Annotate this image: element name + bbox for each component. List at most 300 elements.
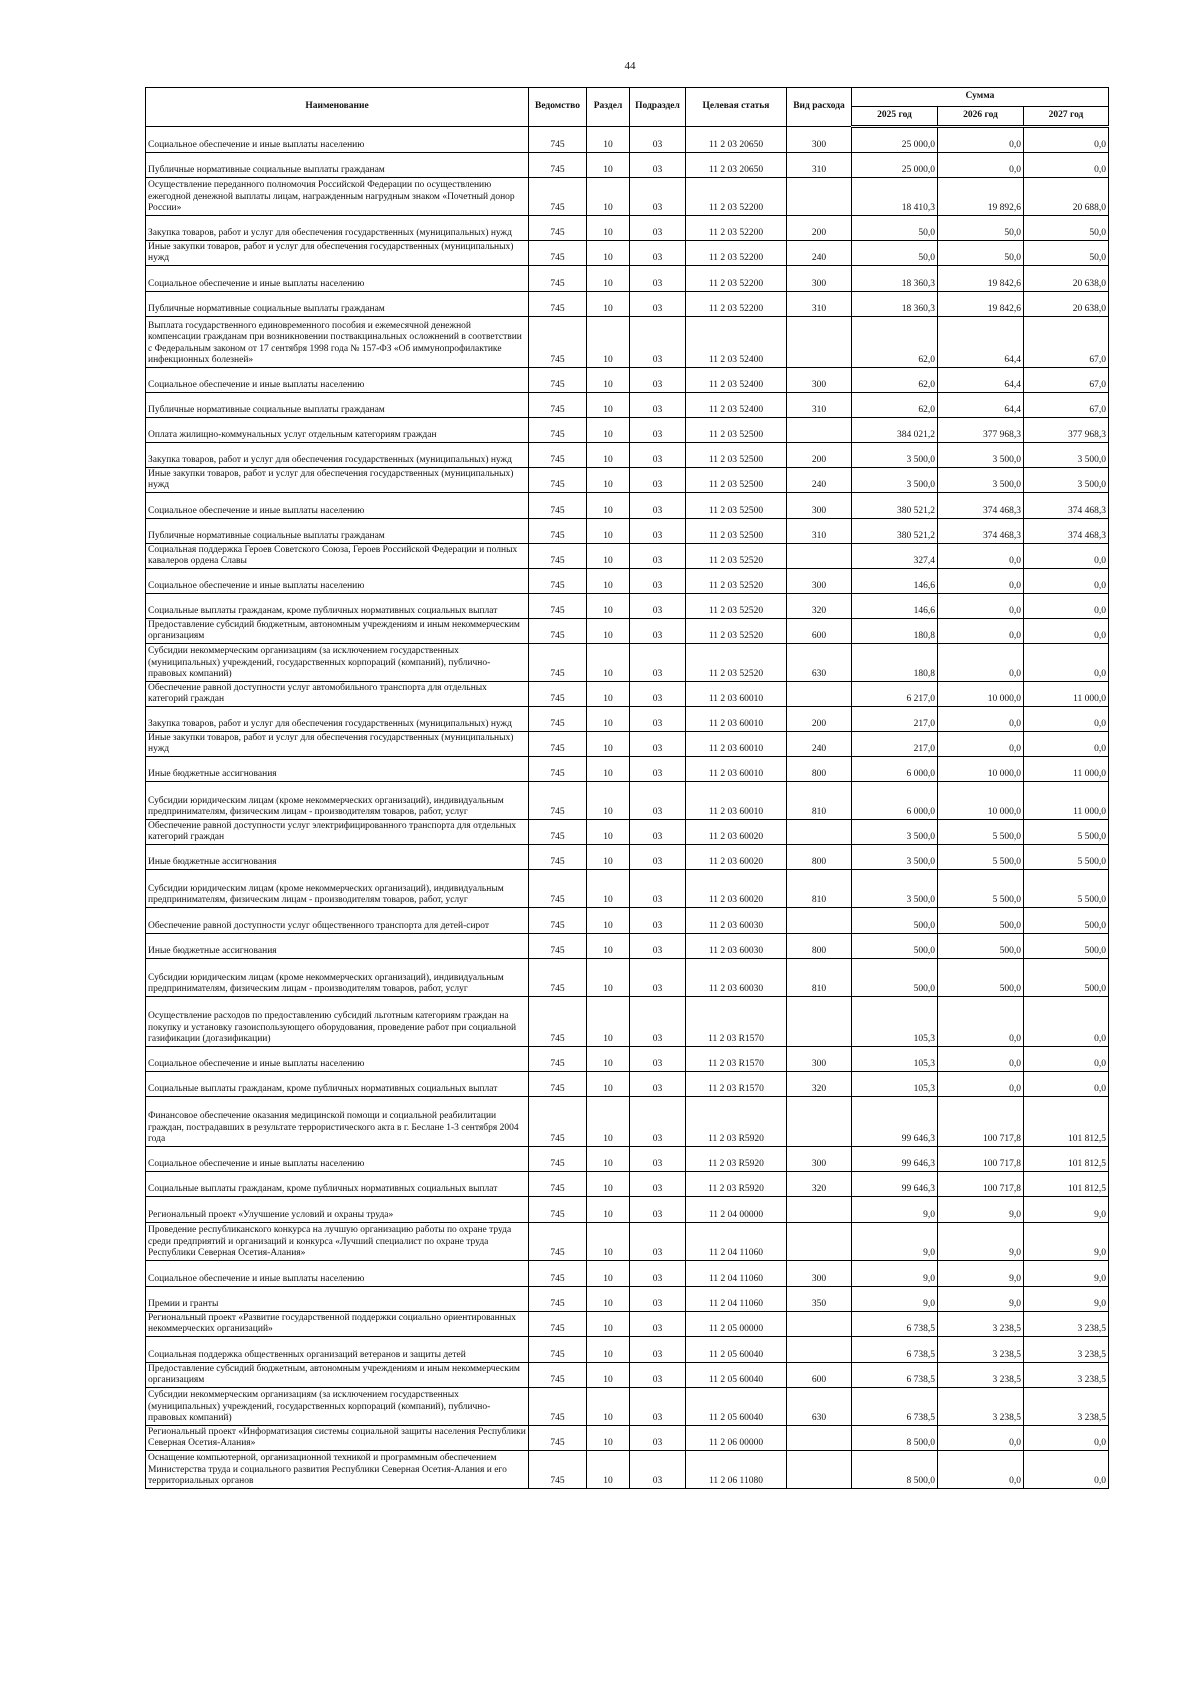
row-name: Социальное обеспечение и иные выплаты населению bbox=[146, 1047, 529, 1072]
row-subsection: 03 bbox=[630, 544, 686, 569]
row-target: 11 2 03 60010 bbox=[686, 682, 787, 707]
table-row bbox=[146, 544, 1109, 569]
row-value-2025: 8 500,0 bbox=[852, 1426, 938, 1451]
row-exp-type: 320 bbox=[787, 1072, 852, 1097]
row-section: 10 bbox=[587, 1426, 630, 1451]
row-value-2026: 5 500,0 bbox=[938, 845, 1024, 870]
row-subsection: 03 bbox=[630, 368, 686, 393]
row-section: 10 bbox=[587, 934, 630, 959]
row-section: 10 bbox=[587, 216, 630, 241]
row-section: 10 bbox=[587, 1072, 630, 1097]
table-row bbox=[146, 216, 1109, 241]
row-value-2026: 3 238,5 bbox=[938, 1388, 1024, 1426]
row-name: Субсидии юридическим лицам (кроме некоммерческих организаций), индивидуальным предпринимателям, физическим лицам - производителям товаров, работ, услуг bbox=[146, 782, 529, 820]
row-section: 10 bbox=[587, 1312, 630, 1337]
row-value-2027: 67,0 bbox=[1024, 317, 1109, 368]
col-header-2027: 2027 год bbox=[1024, 107, 1109, 127]
row-value-2027: 377 968,3 bbox=[1024, 418, 1109, 443]
row-subsection: 03 bbox=[630, 216, 686, 241]
col-header-dept: Ведомство bbox=[529, 88, 587, 127]
row-exp-type: 300 bbox=[787, 266, 852, 292]
row-value-2026: 0,0 bbox=[938, 732, 1024, 757]
row-exp-type: 630 bbox=[787, 644, 852, 682]
row-value-2027: 11 000,0 bbox=[1024, 782, 1109, 820]
row-subsection: 03 bbox=[630, 178, 686, 216]
row-exp-type: 310 bbox=[787, 153, 852, 178]
row-name: Осуществление переданного полномочия Российской Федерации по осуществлению ежегодной денежной выплаты лицам, награжденным нагрудным знаком «Почетный донор России» bbox=[146, 178, 529, 216]
row-value-2026: 500,0 bbox=[938, 959, 1024, 997]
row-target: 11 2 06 00000 bbox=[686, 1426, 787, 1451]
row-dept: 745 bbox=[529, 519, 587, 544]
row-dept: 745 bbox=[529, 997, 587, 1047]
row-target: 11 2 04 11060 bbox=[686, 1287, 787, 1312]
row-name: Региональный проект «Развитие государственной поддержки социально ориентированных некоммерческих организаций» bbox=[146, 1312, 529, 1337]
row-value-2026: 0,0 bbox=[938, 707, 1024, 732]
row-value-2025: 25 000,0 bbox=[852, 153, 938, 178]
row-section: 10 bbox=[587, 1388, 630, 1426]
row-target: 11 2 03 60030 bbox=[686, 934, 787, 959]
row-value-2026: 500,0 bbox=[938, 908, 1024, 934]
row-value-2026: 0,0 bbox=[938, 619, 1024, 644]
row-subsection: 03 bbox=[630, 493, 686, 519]
row-exp-type bbox=[787, 1337, 852, 1363]
row-section: 10 bbox=[587, 178, 630, 216]
row-subsection: 03 bbox=[630, 682, 686, 707]
row-name: Осуществление расходов по предоставлению субсидий льготным категориям граждан на покупку и установку газоиспользующего оборудования, проведение работ при социальной газификации (догазификации) bbox=[146, 997, 529, 1047]
table-row bbox=[146, 153, 1109, 178]
row-exp-type: 630 bbox=[787, 1388, 852, 1426]
row-exp-type: 240 bbox=[787, 468, 852, 493]
row-target: 11 2 03 52500 bbox=[686, 468, 787, 493]
row-value-2027: 9,0 bbox=[1024, 1261, 1109, 1287]
row-name: Публичные нормативные социальные выплаты гражданам bbox=[146, 153, 529, 178]
row-dept: 745 bbox=[529, 292, 587, 317]
row-target: 11 2 03 52200 bbox=[686, 266, 787, 292]
row-exp-type: 200 bbox=[787, 216, 852, 241]
row-section: 10 bbox=[587, 127, 630, 153]
row-value-2027: 11 000,0 bbox=[1024, 682, 1109, 707]
row-value-2025: 99 646,3 bbox=[852, 1097, 938, 1147]
table-row bbox=[146, 845, 1109, 870]
row-value-2025: 500,0 bbox=[852, 908, 938, 934]
row-value-2027: 101 812,5 bbox=[1024, 1172, 1109, 1197]
table-row bbox=[146, 1287, 1109, 1312]
row-value-2025: 9,0 bbox=[852, 1197, 938, 1223]
row-section: 10 bbox=[587, 368, 630, 393]
row-value-2027: 0,0 bbox=[1024, 1426, 1109, 1451]
row-value-2025: 50,0 bbox=[852, 241, 938, 266]
row-exp-type: 300 bbox=[787, 569, 852, 594]
row-value-2026: 3 238,5 bbox=[938, 1363, 1024, 1388]
row-name: Финансовое обеспечение оказания медицинской помощи и социальной реабилитации граждан, пострадавших в результате террористического акта в г. Беслане 1-3 сентября 2004 года bbox=[146, 1097, 529, 1147]
row-name: Субсидии юридическим лицам (кроме некоммерческих организаций), индивидуальным предпринимателям, физическим лицам - производителям товаров, работ, услуг bbox=[146, 870, 529, 908]
row-name: Предоставление субсидий бюджетным, автономным учреждениям и иным некоммерческим организациям bbox=[146, 619, 529, 644]
row-exp-type bbox=[787, 1451, 852, 1489]
row-dept: 745 bbox=[529, 1312, 587, 1337]
col-header-subsection: Подраздел bbox=[630, 88, 686, 127]
row-target: 11 2 03 60030 bbox=[686, 959, 787, 997]
row-dept: 745 bbox=[529, 493, 587, 519]
row-section: 10 bbox=[587, 845, 630, 870]
row-subsection: 03 bbox=[630, 1388, 686, 1426]
row-dept: 745 bbox=[529, 317, 587, 368]
row-section: 10 bbox=[587, 1172, 630, 1197]
row-value-2027: 500,0 bbox=[1024, 959, 1109, 997]
row-target: 11 2 03 52400 bbox=[686, 368, 787, 393]
table-row bbox=[146, 1197, 1109, 1223]
row-name: Социальные выплаты гражданам, кроме публичных нормативных социальных выплат bbox=[146, 1172, 529, 1197]
row-subsection: 03 bbox=[630, 443, 686, 468]
row-value-2026: 3 500,0 bbox=[938, 468, 1024, 493]
row-exp-type: 310 bbox=[787, 393, 852, 418]
row-name: Социальная поддержка Героев Советского Союза, Героев Российской Федерации и полных кавалеров ордена Славы bbox=[146, 544, 529, 569]
table-row bbox=[146, 178, 1109, 216]
table-row bbox=[146, 368, 1109, 393]
table-row bbox=[146, 1451, 1109, 1489]
row-exp-type: 600 bbox=[787, 619, 852, 644]
row-name: Социальная поддержка общественных организаций ветеранов и защиты детей bbox=[146, 1337, 529, 1363]
row-value-2026: 0,0 bbox=[938, 544, 1024, 569]
row-section: 10 bbox=[587, 1261, 630, 1287]
table-row bbox=[146, 292, 1109, 317]
row-target: 11 2 03 60020 bbox=[686, 820, 787, 845]
table-row bbox=[146, 468, 1109, 493]
row-section: 10 bbox=[587, 493, 630, 519]
row-value-2025: 50,0 bbox=[852, 216, 938, 241]
row-dept: 745 bbox=[529, 782, 587, 820]
row-name: Обеспечение равной доступности услуг автомобильного транспорта для отдельных категорий граждан bbox=[146, 682, 529, 707]
table-row bbox=[146, 594, 1109, 619]
row-value-2027: 67,0 bbox=[1024, 393, 1109, 418]
row-subsection: 03 bbox=[630, 1097, 686, 1147]
row-value-2027: 101 812,5 bbox=[1024, 1097, 1109, 1147]
row-subsection: 03 bbox=[630, 292, 686, 317]
row-target: 11 2 03 60020 bbox=[686, 870, 787, 908]
row-dept: 745 bbox=[529, 707, 587, 732]
row-value-2026: 19 842,6 bbox=[938, 292, 1024, 317]
row-name: Социальное обеспечение и иные выплаты населению bbox=[146, 493, 529, 519]
row-value-2027: 0,0 bbox=[1024, 569, 1109, 594]
row-section: 10 bbox=[587, 1337, 630, 1363]
row-section: 10 bbox=[587, 707, 630, 732]
row-value-2027: 20 638,0 bbox=[1024, 266, 1109, 292]
row-name: Социальное обеспечение и иные выплаты населению bbox=[146, 569, 529, 594]
row-value-2025: 217,0 bbox=[852, 707, 938, 732]
row-section: 10 bbox=[587, 569, 630, 594]
row-name: Закупка товаров, работ и услуг для обеспечения государственных (муниципальных) нужд bbox=[146, 216, 529, 241]
row-value-2025: 9,0 bbox=[852, 1261, 938, 1287]
row-dept: 745 bbox=[529, 368, 587, 393]
row-subsection: 03 bbox=[630, 782, 686, 820]
row-section: 10 bbox=[587, 1223, 630, 1261]
row-exp-type: 320 bbox=[787, 594, 852, 619]
row-subsection: 03 bbox=[630, 870, 686, 908]
row-value-2027: 0,0 bbox=[1024, 1047, 1109, 1072]
row-value-2026: 10 000,0 bbox=[938, 682, 1024, 707]
row-subsection: 03 bbox=[630, 569, 686, 594]
col-header-section: Раздел bbox=[587, 88, 630, 127]
row-dept: 745 bbox=[529, 1363, 587, 1388]
row-target: 11 2 03 52520 bbox=[686, 544, 787, 569]
row-target: 11 2 03 52200 bbox=[686, 292, 787, 317]
row-dept: 745 bbox=[529, 820, 587, 845]
row-value-2026: 10 000,0 bbox=[938, 782, 1024, 820]
table-row bbox=[146, 1223, 1109, 1261]
row-value-2026: 374 468,3 bbox=[938, 519, 1024, 544]
table-row bbox=[146, 682, 1109, 707]
row-target: 11 2 03 52520 bbox=[686, 644, 787, 682]
row-value-2025: 99 646,3 bbox=[852, 1172, 938, 1197]
row-exp-type: 300 bbox=[787, 1147, 852, 1172]
table-row bbox=[146, 443, 1109, 468]
row-value-2027: 9,0 bbox=[1024, 1223, 1109, 1261]
row-value-2025: 62,0 bbox=[852, 317, 938, 368]
row-value-2027: 67,0 bbox=[1024, 368, 1109, 393]
row-exp-type: 810 bbox=[787, 782, 852, 820]
row-name: Социальные выплаты гражданам, кроме публичных нормативных социальных выплат bbox=[146, 1072, 529, 1097]
table-row bbox=[146, 493, 1109, 519]
row-exp-type bbox=[787, 820, 852, 845]
row-target: 11 2 03 52400 bbox=[686, 317, 787, 368]
row-value-2025: 6 738,5 bbox=[852, 1337, 938, 1363]
col-header-2026: 2026 год bbox=[938, 107, 1024, 127]
row-name: Иные бюджетные ассигнования bbox=[146, 845, 529, 870]
row-value-2027: 3 500,0 bbox=[1024, 443, 1109, 468]
row-value-2026: 500,0 bbox=[938, 934, 1024, 959]
row-value-2027: 20 688,0 bbox=[1024, 178, 1109, 216]
row-value-2026: 377 968,3 bbox=[938, 418, 1024, 443]
row-dept: 745 bbox=[529, 1223, 587, 1261]
row-exp-type: 300 bbox=[787, 368, 852, 393]
row-value-2026: 9,0 bbox=[938, 1261, 1024, 1287]
table-row bbox=[146, 1047, 1109, 1072]
row-target: 11 2 04 11060 bbox=[686, 1223, 787, 1261]
row-section: 10 bbox=[587, 732, 630, 757]
row-dept: 745 bbox=[529, 1388, 587, 1426]
row-dept: 745 bbox=[529, 544, 587, 569]
row-value-2025: 6 738,5 bbox=[852, 1388, 938, 1426]
row-dept: 745 bbox=[529, 870, 587, 908]
row-name: Субсидии некоммерческим организациям (за исключением государственных (муниципальных) учреждений, государственных корпораций (компаний), публично-правовых компаний) bbox=[146, 644, 529, 682]
row-section: 10 bbox=[587, 153, 630, 178]
table-row bbox=[146, 317, 1109, 368]
row-section: 10 bbox=[587, 682, 630, 707]
row-name: Премии и гранты bbox=[146, 1287, 529, 1312]
row-value-2027: 3 238,5 bbox=[1024, 1337, 1109, 1363]
col-header-exp-type: Вид расхода bbox=[787, 88, 852, 127]
row-subsection: 03 bbox=[630, 1337, 686, 1363]
row-exp-type: 300 bbox=[787, 1047, 852, 1072]
row-dept: 745 bbox=[529, 1426, 587, 1451]
row-section: 10 bbox=[587, 908, 630, 934]
row-name: Социальное обеспечение и иные выплаты населению bbox=[146, 1147, 529, 1172]
table-row bbox=[146, 418, 1109, 443]
row-value-2027: 3 238,5 bbox=[1024, 1363, 1109, 1388]
row-section: 10 bbox=[587, 519, 630, 544]
row-exp-type: 200 bbox=[787, 707, 852, 732]
row-exp-type: 200 bbox=[787, 443, 852, 468]
row-value-2027: 11 000,0 bbox=[1024, 757, 1109, 782]
row-target: 11 2 03 60030 bbox=[686, 908, 787, 934]
row-subsection: 03 bbox=[630, 1451, 686, 1489]
row-subsection: 03 bbox=[630, 393, 686, 418]
row-value-2026: 5 500,0 bbox=[938, 870, 1024, 908]
row-exp-type bbox=[787, 1223, 852, 1261]
row-section: 10 bbox=[587, 1147, 630, 1172]
row-dept: 745 bbox=[529, 216, 587, 241]
table-row bbox=[146, 997, 1109, 1047]
row-subsection: 03 bbox=[630, 594, 686, 619]
table-row bbox=[146, 241, 1109, 266]
row-value-2026: 64,4 bbox=[938, 317, 1024, 368]
row-target: 11 2 03 52500 bbox=[686, 443, 787, 468]
row-subsection: 03 bbox=[630, 908, 686, 934]
row-exp-type: 800 bbox=[787, 934, 852, 959]
row-value-2027: 3 238,5 bbox=[1024, 1312, 1109, 1337]
row-target: 11 2 03 R1570 bbox=[686, 997, 787, 1047]
row-value-2025: 3 500,0 bbox=[852, 443, 938, 468]
row-target: 11 2 03 52200 bbox=[686, 178, 787, 216]
col-header-sum: Сумма bbox=[852, 88, 1109, 107]
row-value-2027: 500,0 bbox=[1024, 908, 1109, 934]
table-row bbox=[146, 959, 1109, 997]
row-name: Закупка товаров, работ и услуг для обеспечения государственных (муниципальных) нужд bbox=[146, 707, 529, 732]
row-dept: 745 bbox=[529, 178, 587, 216]
row-section: 10 bbox=[587, 292, 630, 317]
row-subsection: 03 bbox=[630, 266, 686, 292]
row-exp-type bbox=[787, 1312, 852, 1337]
row-exp-type: 320 bbox=[787, 1172, 852, 1197]
row-subsection: 03 bbox=[630, 127, 686, 153]
row-target: 11 2 03 R5920 bbox=[686, 1097, 787, 1147]
row-value-2027: 5 500,0 bbox=[1024, 845, 1109, 870]
row-section: 10 bbox=[587, 418, 630, 443]
row-name: Обеспечение равной доступности услуг электрифицированного транспорта для отдельных категорий граждан bbox=[146, 820, 529, 845]
row-value-2027: 3 238,5 bbox=[1024, 1388, 1109, 1426]
row-value-2027: 0,0 bbox=[1024, 619, 1109, 644]
row-section: 10 bbox=[587, 820, 630, 845]
row-name: Закупка товаров, работ и услуг для обеспечения государственных (муниципальных) нужд bbox=[146, 443, 529, 468]
row-dept: 745 bbox=[529, 1172, 587, 1197]
row-value-2027: 5 500,0 bbox=[1024, 820, 1109, 845]
row-value-2027: 0,0 bbox=[1024, 997, 1109, 1047]
row-name: Проведение республиканского конкурса на лучшую организацию работы по охране труда среди предприятий и организаций и конкурса «Лучший специалист по охране труда Республики Северная Осетия-Алания» bbox=[146, 1223, 529, 1261]
row-value-2025: 500,0 bbox=[852, 934, 938, 959]
row-value-2026: 3 238,5 bbox=[938, 1312, 1024, 1337]
table-row bbox=[146, 1261, 1109, 1287]
row-name: Социальное обеспечение и иные выплаты населению bbox=[146, 127, 529, 153]
row-subsection: 03 bbox=[630, 1363, 686, 1388]
row-value-2026: 0,0 bbox=[938, 594, 1024, 619]
row-value-2025: 105,3 bbox=[852, 997, 938, 1047]
row-subsection: 03 bbox=[630, 1312, 686, 1337]
row-name: Социальные выплаты гражданам, кроме публичных нормативных социальных выплат bbox=[146, 594, 529, 619]
table-row bbox=[146, 619, 1109, 644]
row-section: 10 bbox=[587, 644, 630, 682]
row-value-2025: 6 000,0 bbox=[852, 782, 938, 820]
row-target: 11 2 04 11060 bbox=[686, 1261, 787, 1287]
row-target: 11 2 03 52520 bbox=[686, 619, 787, 644]
row-value-2027: 0,0 bbox=[1024, 1451, 1109, 1489]
row-dept: 745 bbox=[529, 418, 587, 443]
row-dept: 745 bbox=[529, 1197, 587, 1223]
row-value-2025: 105,3 bbox=[852, 1047, 938, 1072]
row-dept: 745 bbox=[529, 393, 587, 418]
row-value-2025: 3 500,0 bbox=[852, 845, 938, 870]
row-exp-type bbox=[787, 1426, 852, 1451]
row-subsection: 03 bbox=[630, 153, 686, 178]
row-name: Выплата государственного единовременного пособия и ежемесячной денежной компенсации гражданам при возникновении поствакцинальных осложнений в соответствии с Федеральным законом от 17 сентября 1998 года № 157-ФЗ «Об иммунопрофилактике инфекционных болезней» bbox=[146, 317, 529, 368]
row-dept: 745 bbox=[529, 127, 587, 153]
row-target: 11 2 03 52500 bbox=[686, 418, 787, 443]
row-value-2025: 9,0 bbox=[852, 1223, 938, 1261]
row-exp-type: 350 bbox=[787, 1287, 852, 1312]
row-target: 11 2 05 60040 bbox=[686, 1363, 787, 1388]
row-value-2027: 9,0 bbox=[1024, 1287, 1109, 1312]
row-target: 11 2 05 60040 bbox=[686, 1337, 787, 1363]
row-value-2027: 374 468,3 bbox=[1024, 493, 1109, 519]
row-target: 11 2 03 R5920 bbox=[686, 1147, 787, 1172]
row-target: 11 2 03 20650 bbox=[686, 153, 787, 178]
row-target: 11 2 03 52520 bbox=[686, 594, 787, 619]
row-value-2026: 9,0 bbox=[938, 1287, 1024, 1312]
row-section: 10 bbox=[587, 757, 630, 782]
row-section: 10 bbox=[587, 870, 630, 908]
row-exp-type: 810 bbox=[787, 870, 852, 908]
row-subsection: 03 bbox=[630, 468, 686, 493]
row-name: Региональный проект «Информатизация системы социальной защиты населения Республики Северная Осетия-Алания» bbox=[146, 1426, 529, 1451]
row-subsection: 03 bbox=[630, 317, 686, 368]
row-dept: 745 bbox=[529, 1072, 587, 1097]
row-exp-type bbox=[787, 1097, 852, 1147]
row-value-2025: 380 521,2 bbox=[852, 493, 938, 519]
row-exp-type: 300 bbox=[787, 127, 852, 153]
row-value-2026: 10 000,0 bbox=[938, 757, 1024, 782]
row-value-2026: 100 717,8 bbox=[938, 1097, 1024, 1147]
row-value-2026: 50,0 bbox=[938, 216, 1024, 241]
row-subsection: 03 bbox=[630, 959, 686, 997]
row-value-2025: 217,0 bbox=[852, 732, 938, 757]
table-row bbox=[146, 908, 1109, 934]
row-value-2026: 100 717,8 bbox=[938, 1147, 1024, 1172]
row-exp-type: 810 bbox=[787, 959, 852, 997]
row-value-2025: 62,0 bbox=[852, 393, 938, 418]
row-exp-type bbox=[787, 317, 852, 368]
row-value-2026: 9,0 bbox=[938, 1197, 1024, 1223]
col-header-name: Наименование bbox=[146, 88, 529, 127]
row-subsection: 03 bbox=[630, 619, 686, 644]
row-name: Публичные нормативные социальные выплаты гражданам bbox=[146, 292, 529, 317]
row-exp-type: 300 bbox=[787, 1261, 852, 1287]
row-value-2027: 50,0 bbox=[1024, 241, 1109, 266]
row-section: 10 bbox=[587, 959, 630, 997]
row-target: 11 2 03 R1570 bbox=[686, 1072, 787, 1097]
row-dept: 745 bbox=[529, 644, 587, 682]
row-value-2025: 384 021,2 bbox=[852, 418, 938, 443]
row-section: 10 bbox=[587, 997, 630, 1047]
row-section: 10 bbox=[587, 1363, 630, 1388]
row-target: 11 2 05 00000 bbox=[686, 1312, 787, 1337]
row-target: 11 2 03 60020 bbox=[686, 845, 787, 870]
row-name: Субсидии некоммерческим организациям (за исключением государственных (муниципальных) учреждений, государственных корпораций (компаний), публично-правовых компаний) bbox=[146, 1388, 529, 1426]
row-value-2027: 0,0 bbox=[1024, 1072, 1109, 1097]
row-name: Иные бюджетные ассигнования bbox=[146, 934, 529, 959]
row-exp-type: 310 bbox=[787, 292, 852, 317]
row-section: 10 bbox=[587, 266, 630, 292]
row-value-2026: 0,0 bbox=[938, 1047, 1024, 1072]
row-subsection: 03 bbox=[630, 1047, 686, 1072]
row-name: Публичные нормативные социальные выплаты гражданам bbox=[146, 393, 529, 418]
